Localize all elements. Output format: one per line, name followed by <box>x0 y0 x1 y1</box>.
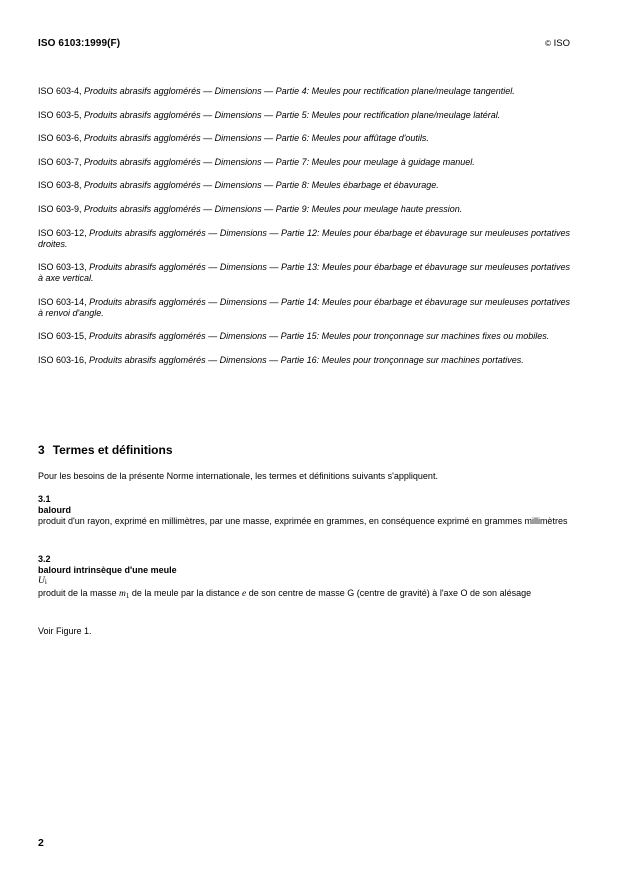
reference-code: ISO 603-8, <box>38 180 82 191</box>
term-entry <box>38 494 570 527</box>
publisher-name: ISO <box>553 38 570 49</box>
page-number: 2 <box>38 837 44 849</box>
term-name: balourd <box>38 505 71 515</box>
reference-item <box>38 331 570 342</box>
term-number: 3.1 <box>38 494 51 504</box>
term-entry <box>38 554 570 602</box>
definition-text-3: de son centre de masse G (centre de gravité) à l'axe O de son alésage <box>246 588 532 598</box>
reference-item <box>38 157 570 168</box>
term-definition <box>38 588 570 602</box>
reference-code: ISO 603-14, <box>38 296 87 307</box>
reference-title: Produits abrasifs agglomérés — Dimensions — Partie 13: Meules pour ébarbage et ébavurage sur meuleuses portatives à axe vertical. <box>38 262 570 284</box>
mass-variable-subscript: 1 <box>125 592 130 600</box>
definition-text-2: de la meule par la distance <box>129 588 242 598</box>
term-definition: produit d'un rayon, exprimé en millimètres, par une masse, exprimée en grammes, en conséquence exprimé en grammes millimètres <box>38 516 568 526</box>
term-symbol-subscript: i <box>44 578 47 586</box>
reference-title: Produits abrasifs agglomérés — Dimensions — Partie 7: Meules pour meulage à guidage manuel. <box>84 156 475 167</box>
section-intro: Pour les besoins de la présente Norme internationale, les termes et définitions suivants s'appliquent. <box>38 471 438 481</box>
copyright-symbol: © <box>545 39 551 48</box>
reference-code: ISO 603-16, <box>38 354 87 365</box>
reference-code: ISO 603-5, <box>38 109 82 120</box>
reference-code: ISO 603-9, <box>38 203 82 214</box>
reference-item <box>38 228 570 250</box>
reference-title: Produits abrasifs agglomérés — Dimensions — Partie 4: Meules pour rectification plane/meulage tangentiel. <box>84 86 515 96</box>
normative-references-list <box>38 86 570 379</box>
term-number: 3.2 <box>38 554 51 564</box>
term-name: balourd intrinsèque d'une meule <box>38 565 177 575</box>
section-heading <box>38 443 173 457</box>
copyright-notice <box>545 38 570 49</box>
reference-item <box>38 297 570 319</box>
document-identifier: ISO 6103:1999(F) <box>38 38 121 49</box>
reference-item <box>38 180 570 191</box>
reference-code: ISO 603-4, <box>38 86 82 96</box>
reference-title: Produits abrasifs agglomérés — Dimensions — Partie 8: Meules ébarbage et ébavurage. <box>84 180 439 191</box>
section-title: Termes et définitions <box>52 443 173 457</box>
reference-title: Produits abrasifs agglomérés — Dimensions — Partie 5: Meules pour rectification plane/meulage latéral. <box>84 109 501 120</box>
term-symbol <box>38 576 570 588</box>
reference-code: ISO 603-6, <box>38 133 82 144</box>
figure-reference: Voir Figure 1. <box>38 626 92 636</box>
mass-variable <box>119 589 129 599</box>
reference-title: Produits abrasifs agglomérés — Dimensions — Partie 6: Meules pour affûtage d'outils. <box>84 133 429 144</box>
reference-code: ISO 603-7, <box>38 156 82 167</box>
reference-code: ISO 603-15, <box>38 331 87 342</box>
reference-item <box>38 355 570 366</box>
reference-item <box>38 133 570 144</box>
term-symbol-letter: U <box>38 576 45 586</box>
reference-title: Produits abrasifs agglomérés — Dimensions — Partie 9: Meules pour meulage haute pression. <box>84 203 463 214</box>
reference-title: Produits abrasifs agglomérés — Dimensions — Partie 14: Meules pour ébarbage et ébavurage sur meuleuses portatives à renvoi d'angle. <box>38 296 570 318</box>
section-number: 3 <box>38 443 45 457</box>
reference-item <box>38 86 570 97</box>
reference-item <box>38 110 570 121</box>
reference-code: ISO 603-13, <box>38 262 87 273</box>
reference-item <box>38 262 570 284</box>
definition-text-1: produit de la masse <box>38 588 120 598</box>
reference-title: Produits abrasifs agglomérés — Dimensions — Partie 16: Meules pour tronçonnage sur machines portatives. <box>89 354 524 365</box>
distance-variable: e <box>242 589 247 599</box>
mass-variable-letter: m <box>119 589 126 599</box>
reference-title: Produits abrasifs agglomérés — Dimensions — Partie 15: Meules pour tronçonnage sur machines fixes ou mobiles. <box>89 331 550 342</box>
reference-code: ISO 603-12, <box>38 227 87 238</box>
reference-title: Produits abrasifs agglomérés — Dimensions — Partie 12: Meules pour ébarbage et ébavurage sur meuleuses portatives droites. <box>38 227 570 249</box>
reference-item <box>38 204 570 215</box>
